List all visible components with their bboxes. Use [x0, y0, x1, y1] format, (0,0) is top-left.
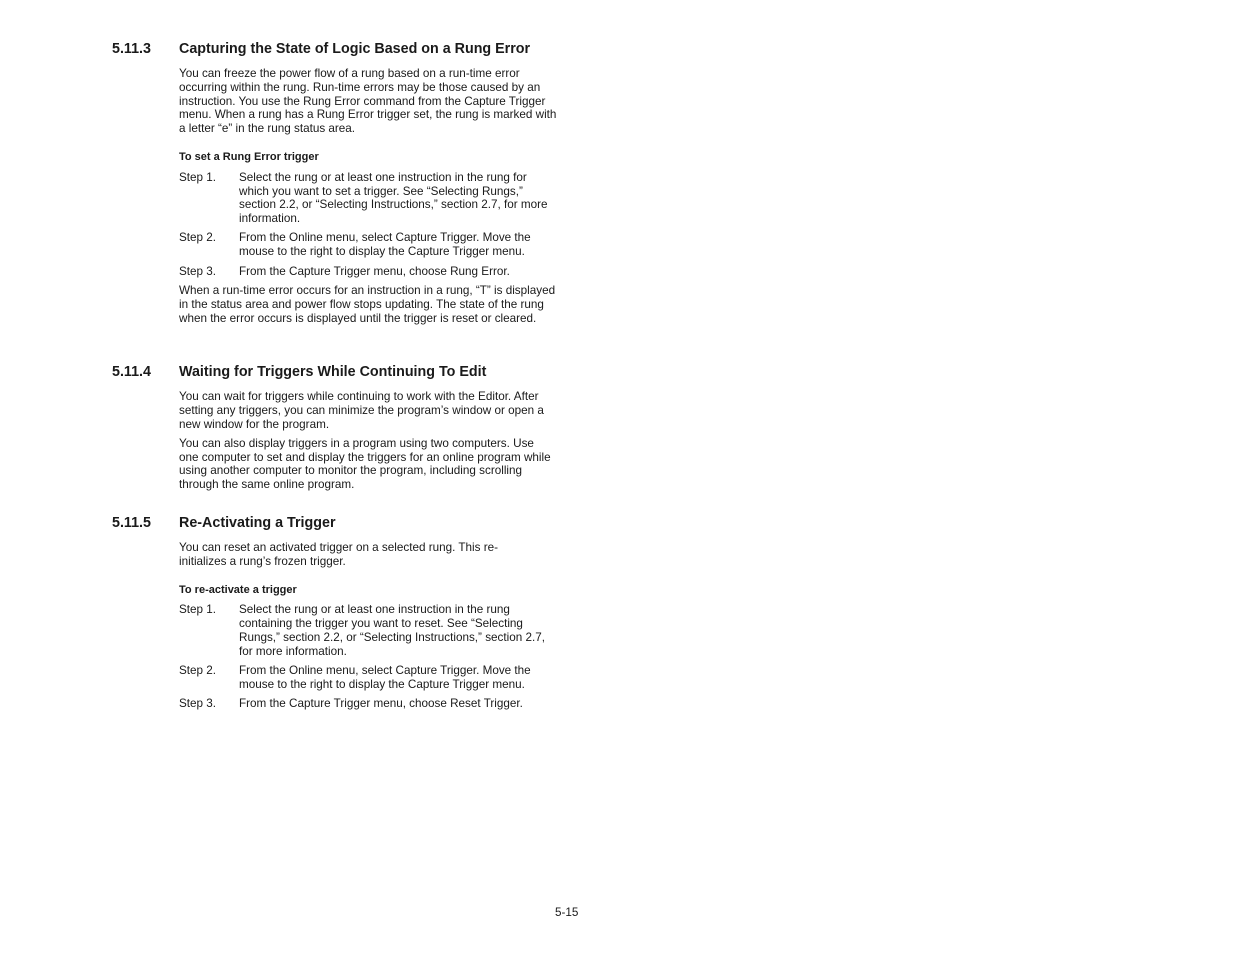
section-number: 5.11.5 [112, 515, 151, 531]
section-heading [112, 514, 572, 532]
step-label: Step 3. [179, 264, 217, 278]
step-text: From the Capture Trigger menu, choose Reset Trigger. [239, 697, 523, 711]
step-text: Select the rung or at least one instruction in the rung containing the trigger you want to reset. See “Selecting Rungs,” section 2.2, or “Selecting Instructions,” section 2.7, for more information. [239, 603, 545, 658]
section-body [179, 541, 565, 711]
section-title: Waiting for Triggers While Continuing To Edit [179, 364, 487, 380]
section-title: Re-Activating a Trigger [179, 515, 336, 531]
section-5-11-5 [112, 514, 572, 711]
step-label: Step 3. [179, 697, 217, 711]
section-heading [112, 363, 572, 381]
paragraph: You can also display triggers in a program using two computers. Use one computer to set and display the triggers for an online program while using another computer to monitor the program, including scrolling through the same online program. [179, 436, 551, 492]
step-item [179, 664, 565, 692]
paragraph: You can freeze the power flow of a rung based on a run-time error occurring within the rung. Run-time errors may be those caused by an instruction. You use the Rung Error command from the Capture Trigger menu. When a rung has a Rung Error trigger set, the rung is marked with a letter “e” in the rung status area. [179, 67, 557, 136]
step-label: Step 1. [179, 170, 217, 184]
step-text: From the Online menu, select Capture Trigger. Move the mouse to the right to display the Capture Trigger menu. [239, 664, 531, 691]
section-body [179, 390, 555, 492]
page-number: 5-15 [555, 906, 579, 919]
step-item [179, 603, 565, 658]
procedure-title: To re-activate a trigger [179, 583, 297, 596]
step-item [179, 231, 561, 259]
section-title: Capturing the State of Logic Based on a Rung Error [179, 41, 531, 57]
step-label: Step 2. [179, 231, 217, 245]
step-item [179, 171, 561, 226]
step-label: Step 2. [179, 664, 217, 678]
section-5-11-3 [112, 40, 572, 326]
step-item [179, 265, 561, 279]
section-body [179, 67, 561, 326]
procedure-title: To set a Rung Error trigger [179, 150, 319, 163]
step-label: Step 1. [179, 603, 217, 617]
section-5-11-4 [112, 363, 572, 492]
step-text: From the Capture Trigger menu, choose Rung Error. [239, 264, 510, 278]
paragraph: You can reset an activated trigger on a selected rung. This re-initializes a rung’s frozen trigger. [179, 541, 498, 568]
step-text: Select the rung or at least one instruction in the rung for which you want to set a trigger. See “Selecting Rungs,” section 2.2, or “Selecting Instructions,” section 2.7, for more information. [239, 170, 548, 226]
section-number: 5.11.3 [112, 41, 151, 57]
section-heading [112, 40, 572, 58]
section-number: 5.11.4 [112, 364, 151, 380]
paragraph: When a run-time error occurs for an instruction in a rung, “T” is displayed in the status area and power flow stops updating. The state of the rung when the error occurs is displayed until the trigger is reset or cleared. [179, 284, 556, 325]
paragraph: You can wait for triggers while continuing to work with the Editor. After setting any triggers, you can minimize the program’s window or open a new window for the program. [179, 390, 544, 431]
step-text: From the Online menu, select Capture Trigger. Move the mouse to the right to display the Capture Trigger menu. [239, 231, 531, 259]
step-item [179, 697, 565, 711]
